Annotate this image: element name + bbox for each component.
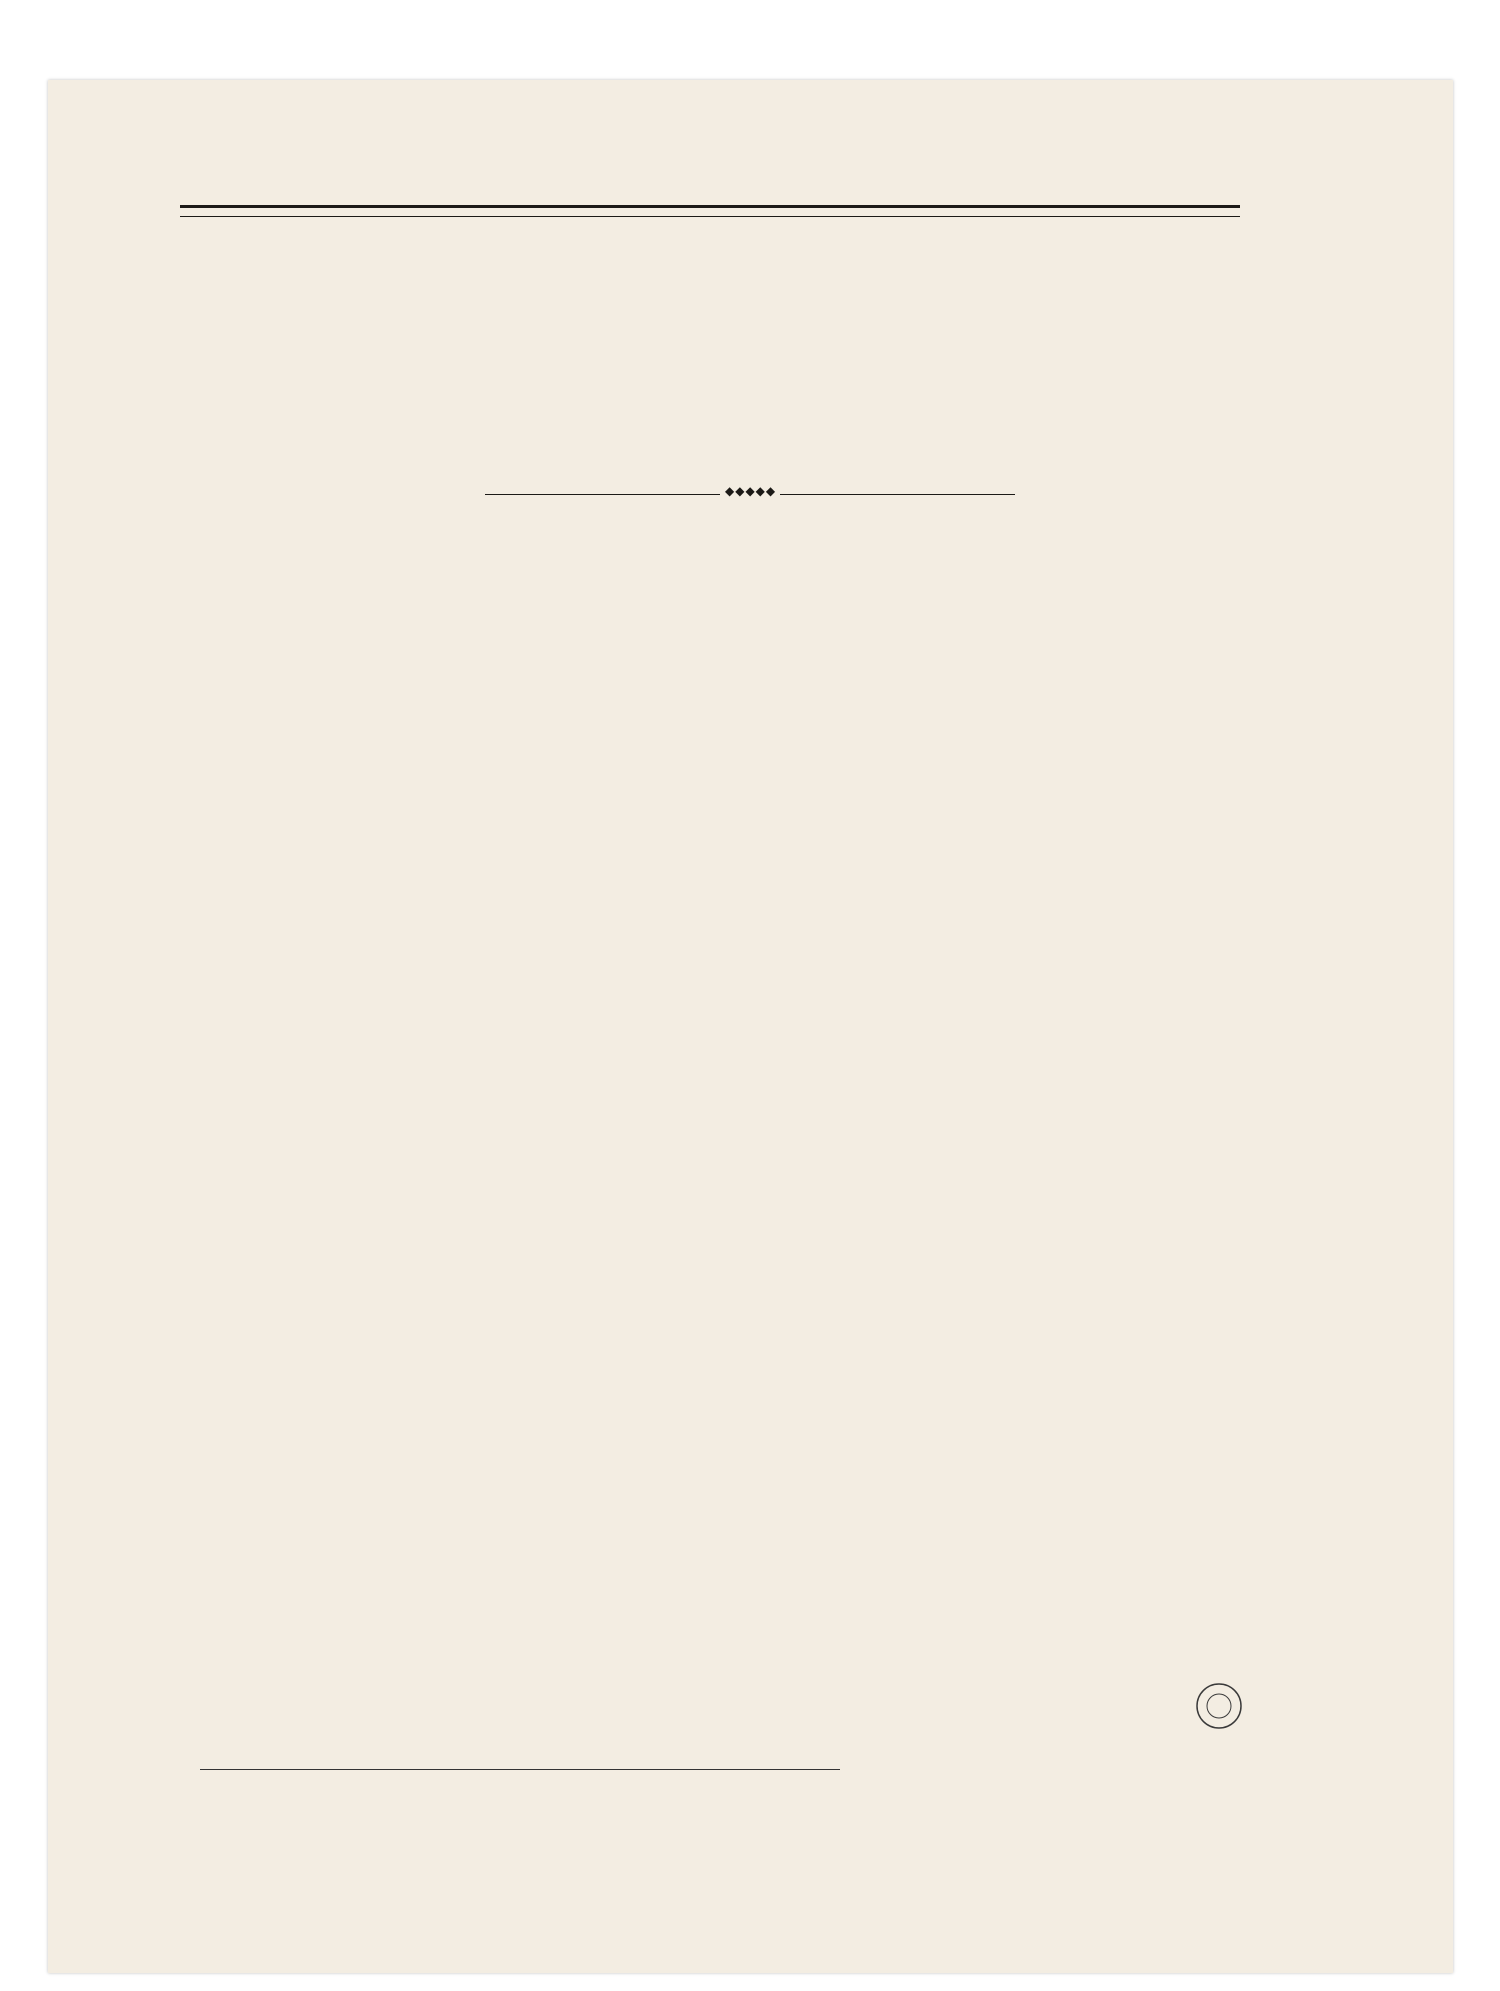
imprint-rule [200,1769,840,1770]
ornament-divider: ◆◆◆◆◆ [485,488,1015,502]
archive-stamp-icon [1194,1681,1244,1731]
heading-rule [180,205,1240,217]
